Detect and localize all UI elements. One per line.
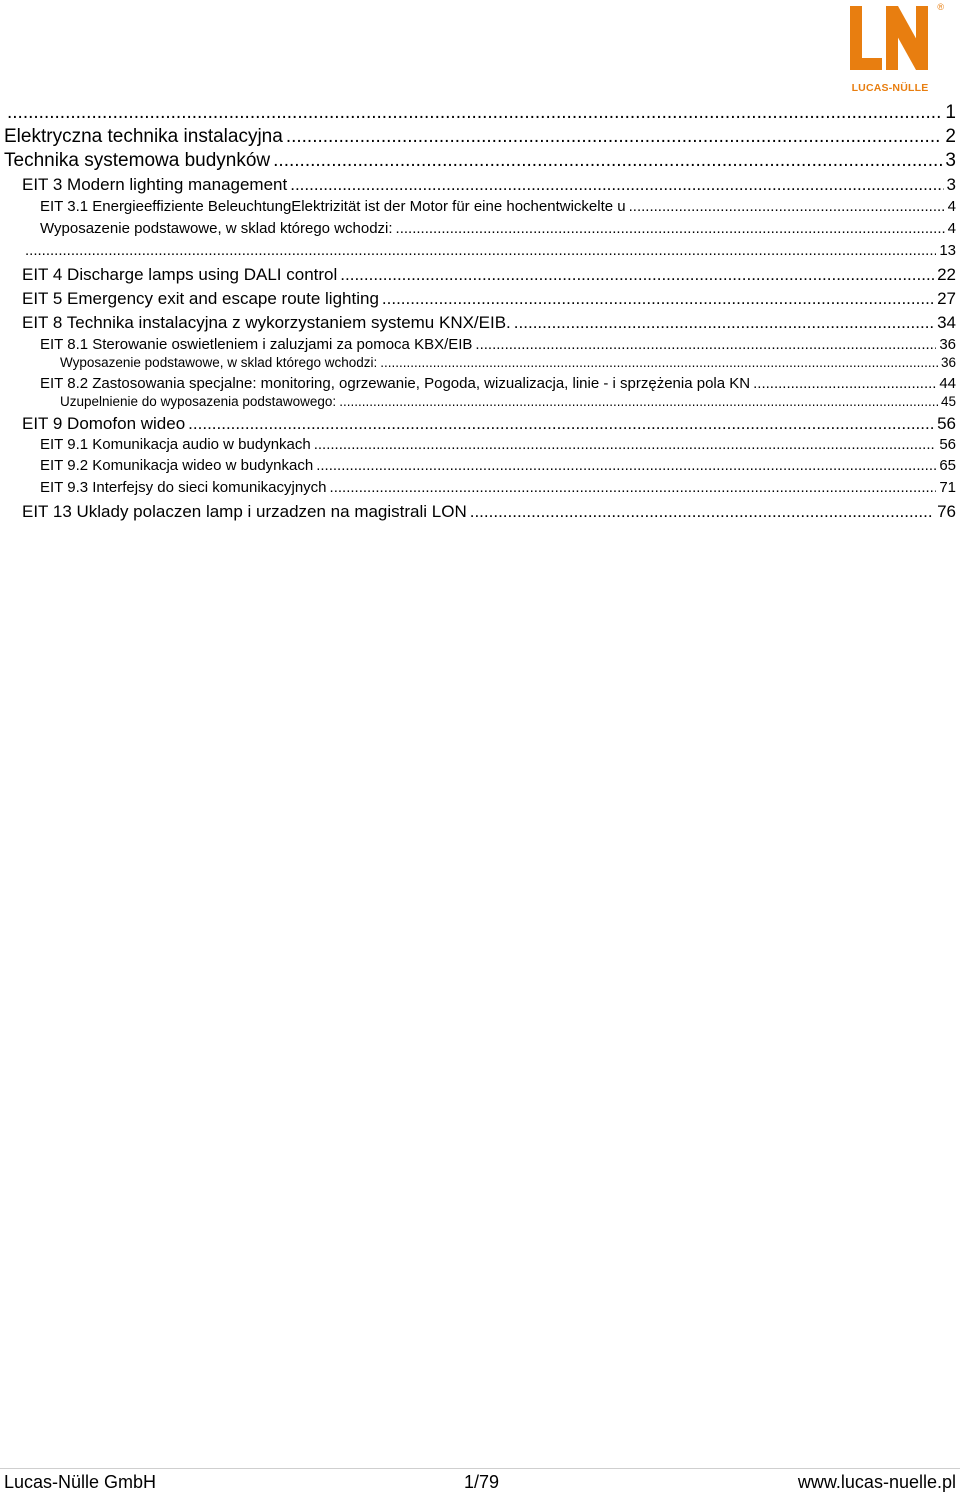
toc-leader-dots [330, 479, 937, 496]
toc-entry-title: Technika systemowa budynków [4, 150, 271, 171]
toc-entry[interactable] [4, 150, 956, 172]
toc-leader-dots [25, 242, 936, 259]
toc-entry-title: Uzupelnienie do wyposazenia podstawowego: [60, 394, 337, 409]
toc-entry-page: 36 [940, 355, 956, 370]
toc-entry-page: 4 [947, 198, 956, 215]
toc-entry-page: 2 [945, 126, 956, 147]
toc-entry[interactable] [22, 313, 956, 333]
toc-entry-title: EIT 8.1 Sterowanie oswietleniem i zaluzjami za pomoca KBX/EIB [40, 336, 473, 353]
registered-mark: ® [937, 2, 944, 12]
footer-website[interactable]: www.lucas-nuelle.pl [797, 1472, 956, 1492]
toc-entry[interactable] [40, 220, 956, 237]
toc-leader-dots [753, 375, 936, 392]
toc-entry[interactable] [40, 457, 956, 474]
footer-page-counter: 1/79 [464, 1472, 500, 1492]
logo-wordmark: LUCAS-NÜLLE [851, 82, 929, 94]
toc-entry[interactable] [40, 479, 956, 496]
toc-entry[interactable] [60, 394, 956, 409]
toc-leader-dots [396, 220, 945, 237]
toc-leader-dots [514, 313, 934, 333]
toc-entry-title: EIT 9.1 Komunikacja audio w budynkach [40, 436, 311, 453]
toc-entry-page: 1 [945, 102, 956, 123]
toc-leader-dots [286, 126, 943, 148]
toc-entry-title: EIT 9.2 Komunikacja wideo w budynkach [40, 457, 314, 474]
toc-entry[interactable] [4, 126, 956, 148]
toc-entry-title: EIT 13 Uklady polaczen lamp i urzadzen na magistrali LON [22, 502, 467, 521]
toc-leader-dots [188, 414, 934, 434]
toc-entry[interactable] [22, 265, 956, 285]
toc-entry[interactable] [4, 102, 956, 124]
toc-entry[interactable] [40, 336, 956, 353]
toc-entry-title: Wyposazenie podstawowe, w sklad którego wchodzi: [60, 355, 378, 370]
toc-entry-page: 45 [940, 394, 956, 409]
toc-entry-page: 44 [939, 375, 956, 392]
toc-entry-page: 27 [937, 289, 956, 308]
toc-entry-page: 65 [939, 457, 956, 474]
toc-leader-dots [340, 265, 934, 285]
ln-logo-mark-icon [848, 4, 932, 80]
toc-entry-page: 56 [939, 436, 956, 453]
toc-leader-dots [475, 336, 936, 353]
toc-entry[interactable] [22, 502, 956, 522]
toc-entry-title: EIT 3 Modern lighting management [22, 175, 288, 194]
lucas-nulle-logo [848, 2, 944, 96]
toc-entry[interactable] [22, 414, 956, 434]
toc-entry-title: Wyposazenie podstawowe, w sklad którego wchodzi: [40, 220, 393, 237]
toc-entry-title: EIT 9.3 Interfejsy do sieci komunikacyjnych [40, 479, 327, 496]
toc-entry[interactable] [22, 289, 956, 309]
toc-entry[interactable] [40, 198, 956, 215]
toc-leader-dots [629, 198, 945, 215]
toc-entry-page: 34 [937, 313, 956, 332]
toc-leader-dots [382, 289, 934, 309]
toc-entry-page: 22 [937, 265, 956, 284]
toc-leader-dots [339, 394, 938, 409]
toc-leader-dots [290, 175, 943, 195]
toc-entry[interactable] [60, 355, 956, 370]
toc-entry-page: 13 [939, 242, 956, 259]
toc-entry[interactable] [40, 436, 956, 453]
toc-leader-dots [380, 355, 938, 370]
toc-leader-dots [7, 102, 942, 124]
toc-leader-dots [314, 436, 937, 453]
toc-entry-page: 71 [939, 479, 956, 496]
toc-leader-dots [316, 457, 936, 474]
toc-entry-title: EIT 4 Discharge lamps using DALI control [22, 265, 338, 284]
toc-leader-dots [273, 150, 942, 172]
footer-company: Lucas-Nülle GmbH [4, 1472, 157, 1492]
toc-entry-page: 3 [945, 150, 956, 171]
toc-entry-title: EIT 9 Domofon wideo [22, 414, 186, 433]
page-footer [0, 1468, 960, 1494]
toc-entry-page: 3 [946, 175, 956, 194]
toc-entry-title: EIT 8.2 Zastosowania specjalne: monitoring, ogrzewanie, Pogoda, wizualizacja, linie - i sprzężenia pola KN [40, 375, 751, 392]
toc-entry-title: Elektryczna technika instalacyjna [4, 126, 283, 147]
toc-leader-dots [470, 502, 934, 522]
toc-entry-title: EIT 3.1 Energieeffiziente BeleuchtungElektrizität ist der Motor für eine hochentwickelte u [40, 198, 626, 215]
toc-entry-page: 56 [937, 414, 956, 433]
toc-entry-page: 4 [947, 220, 956, 237]
toc-entry-title: EIT 8 Technika instalacyjna z wykorzystaniem systemu KNX/EIB. [22, 313, 511, 332]
toc-entry[interactable] [40, 375, 956, 392]
toc-entry-title: EIT 5 Emergency exit and escape route lighting [22, 289, 379, 308]
toc-entry-page: 76 [937, 502, 956, 521]
toc-entry[interactable] [22, 242, 956, 259]
toc-entry-page: 36 [939, 336, 956, 353]
toc-entry[interactable] [22, 175, 956, 195]
